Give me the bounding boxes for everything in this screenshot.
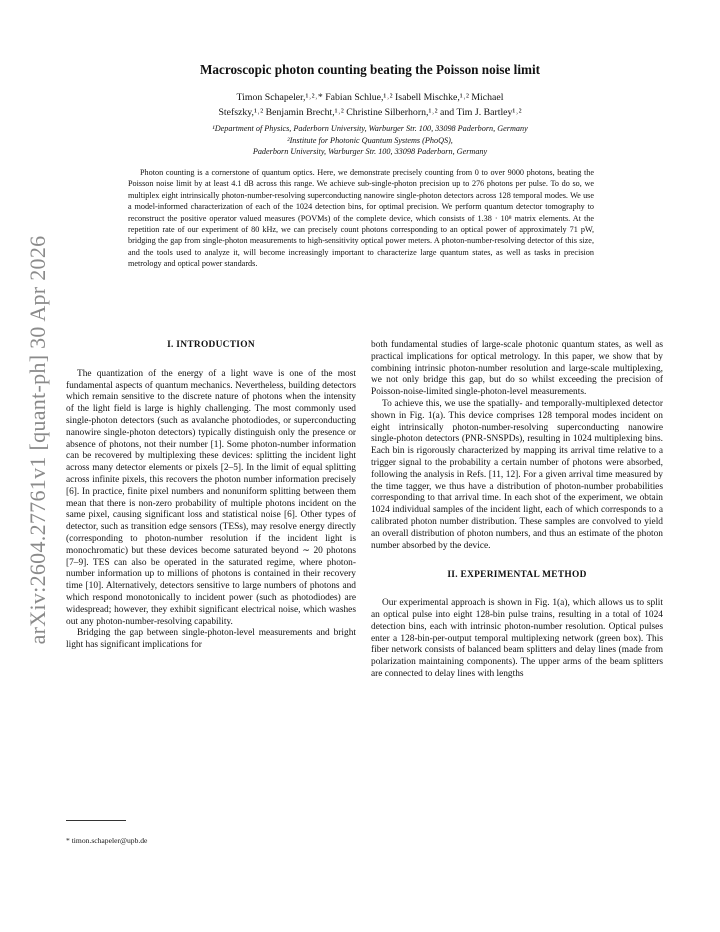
- footnote-divider: [66, 820, 126, 821]
- abstract: Photon counting is a cornerstone of quantum optics. Here, we demonstrate precisely counting from 0 to over 9000 photons, beating the Poisson noise limit by at least 4.1 dB across this range. We achieve sub-single-photon precision up to 276 photons per pulse. To do so, we multiplex eight intrinsically photon-number-resolving superconducting nanowire single-photon detectors across 128 temporal modes. We use a model-informed characterization of each of the 1024 detection bins, for optimal precision. We perform quantum detector tomography to reconstruct the positive operator valued measures (POVMs) of the complete device, which consists of 1.38 · 10⁸ matrix elements. At the repetition rate of our experiment of 80 kHz, we can precisely count photons corresponding to an optical power of approximately 71 pW, bridging the gap from single-photon measurements to high-sensitivity optical power meters. A photon-number-resolving detector of this size, and the tools used to analyze it, will become increasingly important to characterize large quantum states, as well as tasks in precision metrology and optical power standards.: [128, 168, 594, 269]
- intro-paragraph: The quantization of the energy of a light wave is one of the most fundamental aspects of quantum mechanics. Nevertheless, building detectors which remain sensitive to the discrete nature of photons when the intensity of the light field is large is highly challenging. The most commonly used single-photon detectors (such as avalanche photodiodes, or superconducting nanowire single-photon detectors) typically distinguish only the presence or absence of photons, not their number [1]. Some photon-number information can be recovered by multiplexing these devices: splitting the incident light across many detector elements or pixels [2–5]. In the limit of equal splitting across infinite pixels, this recovers the photon number information precisely [6]. In practice, finite pixel numbers and nonuniform splitting between them mean that there is non-zero probability of multiple photons incident on the same pixel, causing significant loss and statistical noise [6]. Other types of detector, such as transition edge sensors (TESs), may resolve energy directly (corresponding to photon-number resolution if the incident light is monochromatic) but these devices become saturated beyond ∼ 20 photons [7–9]. TES can also be operated in the saturated regime, where photon-number information up to millions of photons is contained in their recovery time [10]. Alternatively, detectors sensitive to large numbers of photons and which respond monotonically to incident power (such as photodiodes) are widespread; however, they exhibit significant electrical noise, which washes out any photon-number-resolving capability.: [66, 368, 356, 627]
- author-list: [110, 90, 630, 120]
- intro-paragraph: To achieve this, we use the spatially- and temporally-multiplexed detector shown in Fig. 1(a). This device comprises 128 temporal modes incident on eight intrinsically photon-number-resolving superconducting nanowire single-photon detectors (PNR-SNSPDs), resulting in 1024 multiplexing bins. Each bin is rigorously characterized by mapping its arrival time relative to a trigger signal to the probability a certain number of photons were absorbed, following the analysis in Refs. [11, 12]. For a given arrival time measured by the time tagger, we thus have a distribution of photon-number probabilities corresponding to that arrival time. In each shot of the experiment, we obtain 1024 individual samples of the incident light, each of which corresponds to a calibrated photon number distribution. These samples are convolved to yield an overall distribution of photon numbers, and thus an estimate of the photon number absorbed by the device.: [371, 398, 663, 551]
- arxiv-identifier: arXiv:2604.27761v1 [quant-ph] 30 Apr 2026: [25, 235, 50, 645]
- left-column: [66, 340, 356, 652]
- section-heading-experimental-method: II. EXPERIMENTAL METHOD: [447, 570, 587, 581]
- affiliations: [110, 123, 630, 158]
- affiliation-line: ²Institute for Photonic Quantum Systems (PhoQS),: [287, 135, 453, 145]
- affiliation-line: Paderborn University, Warburger Str. 100, 33098 Paderborn, Germany: [252, 147, 488, 156]
- footnote-email: * timon.schapeler@upb.de: [66, 836, 148, 845]
- paper-title: Macroscopic photon counting beating the Poisson noise limit: [199, 62, 541, 77]
- intro-paragraph: Bridging the gap between single-photon-level measurements and bright light has significant implications for: [66, 628, 356, 651]
- affiliation-line: ¹Department of Physics, Paderborn University, Warburger Str. 100, 33098 Paderborn, Germany: [212, 124, 528, 133]
- right-column: [371, 340, 663, 681]
- authors-line: Timon Schapeler,¹˒²˒* Fabian Schlue,¹˒² Isabell Mischke,¹˒² Michael: [236, 92, 504, 103]
- intro-paragraph-continued: both fundamental studies of large-scale photonic quantum states, as well as practical implications for optical metrology. In this paper, we show that by combining intrinsic photon-number resolution and large-scale multiplexing, we not only bridge this gap, but do so whilst exceeding the precision of Poisson-noise-limited single-photon-level measurements.: [371, 340, 663, 398]
- method-paragraph: Our experimental approach is shown in Fig. 1(a), which allows us to split an optical pulse into eight 128-bin pulse trains, resulting in a total of 1024 detection bins, each with intrinsic photon-number resolution. Optical pulses enter a 128-bin-per-output temporal multiplexing network (green box). This fiber network consists of balanced beam splitters and delay lines (made from polarization maintaining components). The upper arms of the beam splitters are connected to delay lines with lengths: [371, 598, 663, 679]
- section-heading-introduction: I. INTRODUCTION: [167, 340, 255, 350]
- arxiv-sidebar-stamp: [18, 210, 58, 670]
- authors-line: Stefszky,¹˒² Benjamin Brecht,¹˒² Christine Silberhorn,¹˒² and Tim J. Bartley¹˒²: [218, 107, 522, 118]
